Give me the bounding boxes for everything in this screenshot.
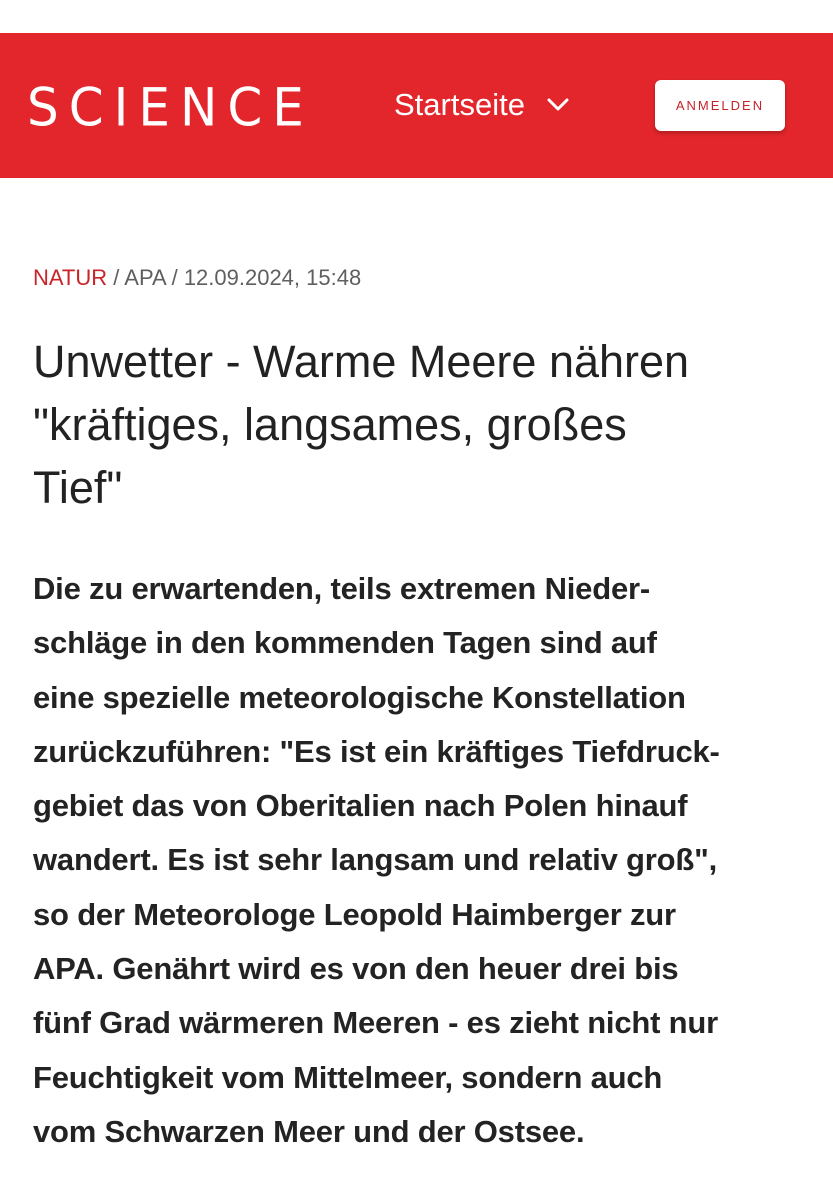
nav-startseite-dropdown[interactable] bbox=[394, 85, 569, 125]
article-title bbox=[33, 330, 813, 519]
meta-separator: / bbox=[165, 265, 184, 290]
nav-label: Startseite bbox=[394, 87, 525, 122]
lead-line: APA. Genährt wird es von den heuer drei bis bbox=[33, 951, 679, 987]
lead-line: fünf Grad wärmeren Meeren - es zieht nicht nur bbox=[33, 1005, 718, 1041]
lead-line: Die zu erwartenden, teils extremen Nieder- bbox=[33, 571, 650, 606]
article-source: APA bbox=[124, 265, 166, 290]
meta-separator: / bbox=[107, 265, 125, 290]
title-line: Tief" bbox=[33, 462, 123, 513]
article-datetime: 12.09.2024, 15:48 bbox=[183, 265, 362, 290]
lead-line: zurückzuführen: "Es ist ein kräftiges Tiefdruck- bbox=[33, 733, 720, 769]
article-lead bbox=[33, 562, 808, 1159]
title-line: "kräftiges, langsames, großes bbox=[33, 399, 627, 450]
title-line: Unwetter - Warme Meere nähren bbox=[33, 336, 690, 387]
lead-line: so der Meteorologe Leopold Haimberger zur bbox=[33, 896, 676, 932]
site-logo[interactable]: SCIENCE bbox=[27, 77, 314, 138]
lead-line: wandert. Es ist sehr langsam und relativ groß", bbox=[33, 842, 718, 878]
lead-line: eine spezielle meteorologische Konstellation bbox=[33, 679, 686, 715]
lead-line: vom Schwarzen Meer und der Ostsee. bbox=[33, 1113, 585, 1149]
login-button[interactable]: ANMELDEN bbox=[655, 80, 785, 131]
category-link[interactable]: NATUR bbox=[33, 265, 108, 290]
article-meta bbox=[33, 264, 361, 292]
lead-line: Feuchtigkeit vom Mittelmeer, sondern auch bbox=[33, 1059, 663, 1095]
lead-line: schläge in den kommenden Tagen sind auf bbox=[33, 625, 657, 661]
chevron-down-icon bbox=[547, 98, 569, 112]
site-header bbox=[0, 33, 833, 178]
lead-line: gebiet das von Oberitalien nach Polen hinauf bbox=[33, 788, 688, 824]
